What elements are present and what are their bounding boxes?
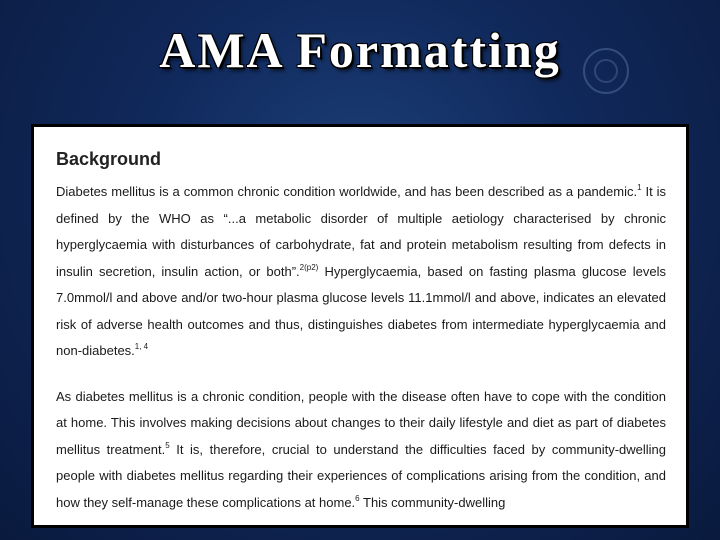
paragraph-2	[56, 384, 666, 517]
paragraph-1	[56, 179, 666, 365]
citation-superscript: 5	[165, 440, 170, 450]
citation-superscript: 2(p2)	[299, 262, 319, 272]
text-run: Hyperglycaemia, based on fasting plasma glucose levels 7.0mmol/l and above and/or two-hour plasma glucose levels 11.1mmol/l and above, indicates an elevated risk of adverse health outcomes and thus, distinguishes diabetes from intermediate hyperglycaemia and non-diabetes.	[56, 263, 666, 358]
text-run: Diabetes mellitus is a common chronic condition worldwide, and has been described as a pandemic.	[56, 184, 638, 199]
text-run: It is defined by the WHO as “...a metabolic disorder of multiple aetiology characterised by chronic hyperglycaemia with disturbances of carbohydrate, fat and protein metabolism resulting from defects in insulin secretion, insulin action, or both”.	[56, 184, 666, 279]
section-heading: Background	[56, 149, 162, 169]
citation-superscript: 6	[355, 493, 360, 503]
text-run: This community-dwelling	[359, 494, 506, 510]
citation-superscript: 1	[637, 183, 642, 192]
slide-title: AMA Formatting	[159, 22, 561, 78]
emblem-icon	[583, 48, 629, 94]
citation-superscript: 1, 4	[134, 342, 149, 351]
document-excerpt	[31, 124, 689, 528]
text-run: It is, therefore, crucial to understand the difficulties faced by community-dwelling people with diabetes mellitus regarding their experiences of complications arising from the condition, and how they self-manage these complications at home.	[56, 441, 667, 510]
text-run: As diabetes mellitus is a chronic condition, people with the disease often have to cope with the condition at home. This involves making decisions about changes to their daily lifestyle and diet as part of diabetes mellitus treatment.	[56, 388, 666, 457]
